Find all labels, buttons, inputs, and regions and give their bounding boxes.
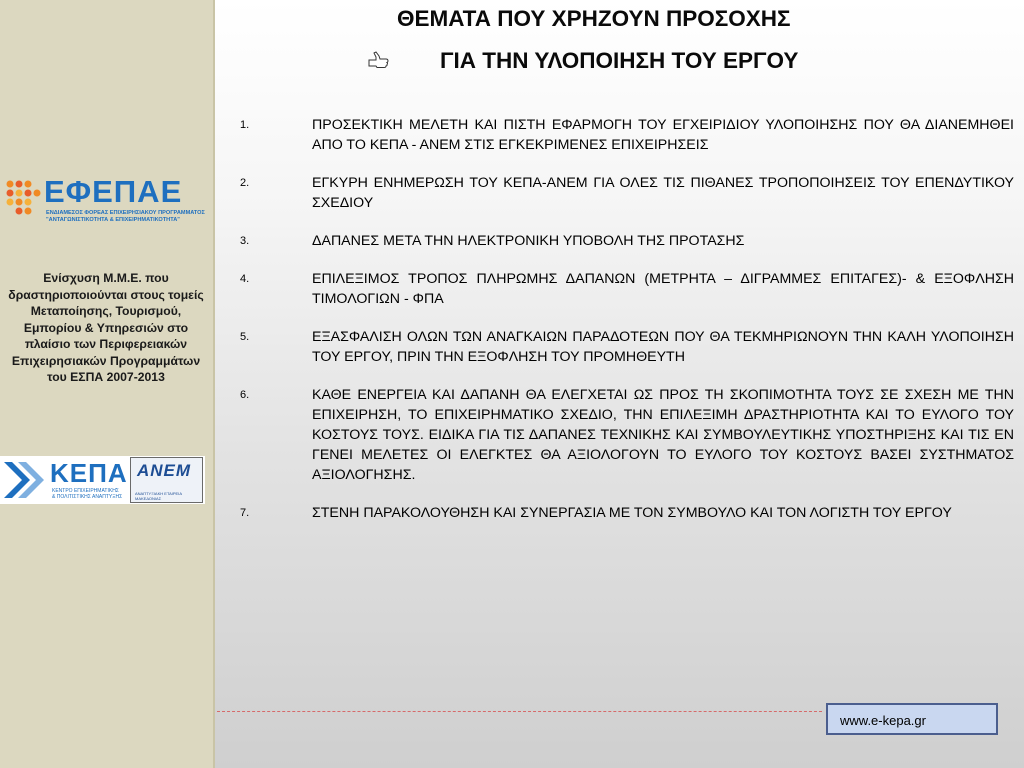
list-item	[240, 327, 1014, 367]
efepae-dots-icon	[4, 178, 44, 218]
list-item-text: ΕΞΑΣΦΑΛΙΣΗ ΟΛΩΝ ΤΩΝ ΑΝΑΓΚΑΙΩΝ ΠΑΡΑΔΟΤΕΩΝ ΠΟΥ ΘΑ ΤΕΚΜΗΡΙΩΝΟΥΝ ΤΗΝ ΚΑΛΗ ΥΛΟΠΟΙΗΣΗ ΤΟΥ ΕΡΓΟΥ, ΠΡΙΝ ΤΗΝ ΕΞΟΦΛΗΣΗ ΤΟΥ ΠΡΟΜΗΘΕΥΤΗ	[312, 329, 1014, 365]
list-item-number: 5.	[240, 331, 250, 343]
list-item	[240, 385, 1014, 485]
anem-wordmark: ΑΝΕΜ	[137, 461, 192, 480]
list-item-text: ΕΠΙΛΕΞΙΜΟΣ ΤΡΟΠΟΣ ΠΛΗΡΩΜΗΣ ΔΑΠΑΝΩΝ (ΜΕΤΡΗΤΑ – ΔΙΓΡΑΜΜΕΣ ΕΠΙΤΑΓΕΣ)- & ΕΞΟΦΛΗΣΗ ΤΙΜΟΛΟΓΙΩΝ - ΦΠΑ	[312, 271, 1014, 307]
kepa-chevron-icon	[2, 458, 48, 502]
list-item-text: ΠΡΟΣΕΚΤΙΚΗ ΜΕΛΕΤΗ ΚΑΙ ΠΙΣΤΗ ΕΦΑΡΜΟΓΗ ΤΟΥ ΕΓΧΕΙΡΙΔΙΟΥ ΥΛΟΠΟΙΗΣΗΣ ΠΟΥ ΘΑ ΔΙΑΝΕΜΗΘΕΙ ΑΠΟ ΤΟ ΚΕΠΑ - ΑΝΕΜ ΣΤΙΣ ΕΓΚΕΚΡΙΜΕΝΕΣ ΕΠΙΧΕΙΡΗΣΕΙΣ	[312, 117, 1014, 153]
anem-logo	[130, 457, 203, 503]
website-link[interactable]: www.e-kepa.gr	[840, 713, 926, 728]
list-item	[240, 173, 1014, 213]
kepa-subtitle-line1: ΚΕΝΤΡΟ ΕΠΙΧΕΙΡΗΜΑΤΙΚΗΣ	[52, 488, 119, 494]
list-item-number: 2.	[240, 177, 250, 189]
slide-title-line2: ΓΙΑ ΤΗΝ ΥΛΟΠΟΙΗΣΗ ΤΟΥ ΕΡΓΟΥ	[440, 48, 799, 73]
list-item-text: ΔΑΠΑΝΕΣ ΜΕΤΑ ΤΗΝ ΗΛΕΚΤΡΟΝΙΚΗ ΥΠΟΒΟΛΗ ΤΗΣ ΠΡΟΤΑΣΗΣ	[312, 233, 745, 249]
anem-subtitle: ΑΝΑΠΤΥΞΙΑΚΗ ΕΤΑΙΡΕΙΑ ΜΑΚΕΔΟΝΙΑΣ	[135, 491, 182, 501]
efepae-wordmark: ΕΦΕΠΑΕ	[44, 174, 183, 209]
kepa-subtitle-line2: & ΠΟΛΙΤΙΣΤΙΚΗΣ ΑΝΑΠΤΥΞΗΣ	[52, 494, 123, 500]
list-item-text: ΣΤΕΝΗ ΠΑΡΑΚΟΛΟΥΘΗΣΗ ΚΑΙ ΣΥΝΕΡΓΑΣΙΑ ΜΕ ΤΟΝ ΣΥΜΒΟΥΛΟ ΚΑΙ ΤΟΝ ΛΟΓΙΣΤΗ ΤΟΥ ΕΡΓΟΥ	[312, 505, 952, 521]
list-item-number: 6.	[240, 389, 250, 401]
pointing-hand-icon	[367, 51, 389, 69]
sidebar	[0, 0, 215, 768]
list-item-number: 1.	[240, 119, 250, 131]
list-item	[240, 269, 1014, 309]
list-item-number: 7.	[240, 507, 250, 519]
list-item-number: 4.	[240, 273, 250, 285]
efepae-subtitle-line2: "ΑΝΤΑΓΩΝΙΣΤΙΚΟΤΗΤΑ & ΕΠΙΧΕΙΡΗΜΑΤΙΚΟΤΗΤΑ"	[46, 216, 180, 223]
list-item	[240, 115, 1014, 155]
kepa-logo	[2, 458, 128, 502]
list-item-text: ΚΑΘΕ ΕΝΕΡΓΕΙΑ ΚΑΙ ΔΑΠΑΝΗ ΘΑ ΕΛΕΓΧΕΤΑΙ ΩΣ ΠΡΟΣ ΤΗ ΣΚΟΠΙΜΟΤΗΤΑ ΤΟΥΣ ΣΕ ΣΧΕΣΗ ΜΕ ΤΗΝ ΕΠΙΧΕΙΡΗΣΗ, ΤΟ ΕΠΙΧΕΙΡΗΜΑΤΙΚΟ ΣΧΕΔΙΟ, ΤΗΝ ΕΠΙΛΕΞΙΜΗ ΔΡΑΣΤΗΡΙΟΤΗΤΑ ΚΑΙ ΤΟ ΕΥΛΟΓΟ ΤΟΥ ΚΟΣΤΟΥΣ ΤΟΥΣ. ΕΙΔΙΚΑ ΓΙΑ ΤΙΣ ΔΑΠΑΝΕΣ ΤΕΧΝΙΚΗΣ ΚΑΙ ΣΥΜΒΟΥΛΕΥΤΙΚΗΣ ΥΠΟΣΤΗΡΙΞΗΣ ΚΑΙ ΤΙΣ ΕΝ ΓΕΝΕΙ ΜΕΛΕΤΕΣ ΟΙ ΕΛΕΓΚΤΕΣ ΘΑ ΑΞΙΟΛΟΓΟΥΝ ΤΟ ΕΥΛΟΓΟ ΤΟΥ ΚΟΣΤΟΥΣ ΒΑΣΕΙ ΣΥΣΤΗΜΑΤΟΣ ΑΞΙΟΛΟΓΗΣΗΣ.	[312, 387, 1014, 483]
efepae-logo	[2, 172, 210, 227]
list-item-number: 3.	[240, 235, 250, 247]
efepae-subtitle	[46, 210, 206, 223]
kepa-subtitle	[52, 488, 130, 500]
partner-logos	[0, 456, 205, 504]
list-item	[240, 503, 1014, 523]
slide-title-line1: ΘΕΜΑΤΑ ΠΟΥ ΧΡΗΖΟΥΝ ΠΡΟΣΟΧΗΣ	[397, 6, 791, 31]
kepa-wordmark: ΚΕΠΑ	[50, 458, 128, 488]
efepae-subtitle-line1: ΕΝΔΙΑΜΕΣΟΣ ΦΟΡΕΑΣ ΕΠΙΧΕΙΡΗΣΙΑΚΟΥ ΠΡΟΓΡΑΜΜΑΤΟΣ	[46, 210, 205, 216]
sidebar-description: Ενίσχυση Μ.Μ.Ε. που δραστηριοποιούνται στους τομείς Μεταποίησης, Τουρισμού, Εμπορίου & Υπηρεσιών στο πλαίσιο των Περιφερειακών Επιχειρησιακών Προγραμμάτων του ΕΣΠΑ 2007-2013	[8, 271, 204, 384]
list-item	[240, 231, 1014, 251]
requirements-list	[240, 115, 1014, 541]
list-item-text: ΕΓΚΥΡΗ ΕΝΗΜΕΡΩΣΗ ΤΟΥ ΚΕΠΑ-ΑΝΕΜ ΓΙΑ ΟΛΕΣ ΤΙΣ ΠΙΘΑΝΕΣ ΤΡΟΠΟΠΟΙΗΣΕΙΣ ΤΟΥ ΕΠΕΝΔΥΤΙΚΟΥ ΣΧΕΔΙΟΥ	[312, 175, 1014, 211]
website-link-box[interactable]	[826, 703, 998, 735]
footer-divider	[217, 711, 822, 712]
